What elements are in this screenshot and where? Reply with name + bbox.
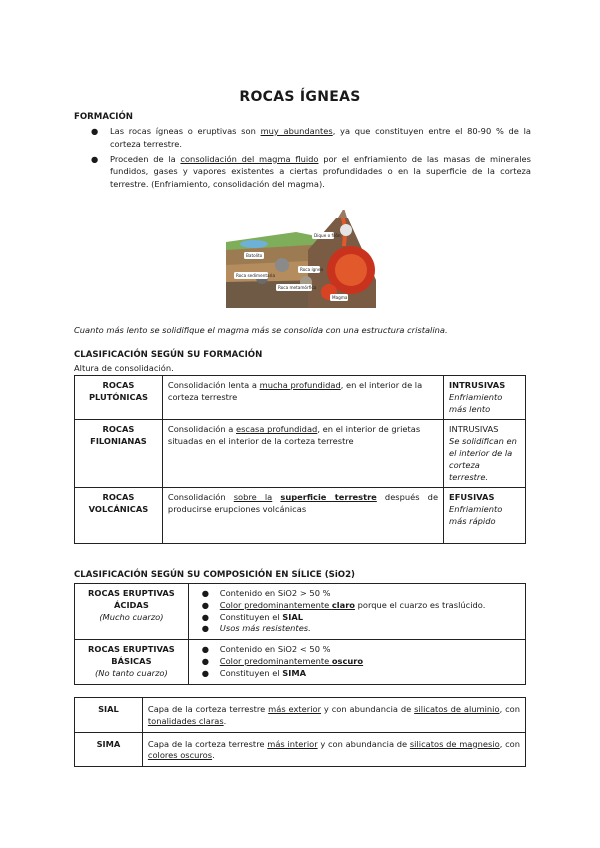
- label-roca-sedimentaria: Roca sedimentaria: [236, 273, 276, 278]
- table-cell: ROCAS PLUTÓNICAS: [75, 376, 163, 420]
- table-row: [75, 420, 526, 488]
- table-cell: ROCAS ERUPTIVAS ÁCIDAS (Mucho cuarzo): [75, 584, 189, 640]
- formation-table: [74, 375, 526, 544]
- table-cell: INTRUSIVAS Se solidifican en el interior de la corteza terrestre.: [444, 420, 526, 488]
- table-cell: [188, 584, 525, 640]
- list-item: ● Contenido en SiO2 > 50 %: [201, 588, 331, 598]
- table-cell: ROCAS VOLCÁNICAS: [75, 488, 163, 544]
- silice-heading: CLASIFICACIÓN SEGÚN SU COMPOSICIÓN EN SÍLICE (SiO2): [74, 570, 355, 580]
- table-cell: EFUSIVAS Enfriamiento más rápido: [444, 488, 526, 544]
- list-item: ● Las rocas ígneas o eruptivas son muy abundantes, ya que constituyen entre el 80-90 % de la corteza terrestre.: [91, 126, 532, 149]
- list-item: ● Constituyen el SIAL: [201, 611, 304, 622]
- table-cell: SIMA: [75, 732, 143, 767]
- list-item: ● Constituyen el SIMA: [201, 667, 307, 678]
- list-item: ● Contenido en SiO2 < 50 %: [201, 644, 331, 655]
- table-cell: ROCAS ERUPTIVAS BÁSICAS (No tanto cuarzo): [75, 640, 189, 684]
- list-item: ● Proceden de la consolidación del magma fluido por el enfriamiento de las masas de minerales fundidos, gases y vapores existentes a ciertas profundidades o en la superficie de la corteza terrestre. (Enfriamiento, consolidación del magma).: [91, 153, 531, 190]
- silice-table: [74, 583, 526, 685]
- table-cell: INTRUSIVAS Enfriamiento más lento: [444, 376, 526, 420]
- rock-cycle-illustration: [226, 210, 385, 308]
- bullet-icon: ●: [201, 588, 210, 598]
- table-row: [75, 732, 526, 767]
- bullet-icon: ●: [201, 655, 210, 666]
- table-cell: ROCAS FILONIANAS: [75, 420, 163, 488]
- table-row: [75, 488, 526, 544]
- table-row: [75, 584, 526, 640]
- formacion-list: [91, 125, 531, 193]
- table-cell: [188, 640, 525, 684]
- table-cell: SIAL: [75, 698, 143, 733]
- table-row: [75, 376, 526, 420]
- label-roca-ignea: Roca ígnea: [300, 267, 324, 272]
- bullet-icon: ●: [201, 667, 210, 678]
- list-item: ● Color predominantemente oscuro: [201, 655, 364, 666]
- bullet-icon: ●: [201, 623, 210, 634]
- caption: Cuanto más lento se solidifique el magma más se consolida con una estructura cristalina.: [74, 325, 448, 335]
- label-roca-metamorfica: Roca metamórfica: [278, 285, 317, 290]
- bullet-icon: ●: [201, 599, 210, 610]
- table-cell: Consolidación lenta a mucha profundidad, en el interior de la corteza terrestre: [162, 376, 443, 420]
- page-title: ROCAS ÍGNEAS: [239, 89, 361, 105]
- table-cell: Capa de la corteza terrestre más exterior y con abundancia de silicatos de aluminio, con tonalidades claras.: [142, 698, 525, 733]
- table-cell: Capa de la corteza terrestre más interior y con abundancia de silicatos de magnesio, con colores oscuros.: [142, 732, 525, 767]
- bullet-icon: ●: [201, 611, 210, 622]
- label-batolito: Batolito: [246, 253, 263, 258]
- formacion-heading: FORMACIÓN: [74, 112, 133, 122]
- list-item: ● Usos más resistentes.: [201, 623, 311, 634]
- bullet-icon: ●: [91, 126, 99, 136]
- layers-table: [74, 697, 526, 767]
- label-magma: Magma: [332, 295, 348, 300]
- table-cell: Consolidación sobre la superficie terrestre después de producirse erupciones volcánicas: [162, 488, 443, 544]
- formation-subtitle: Altura de consolidación.: [74, 363, 174, 373]
- table-row: [75, 640, 526, 684]
- label-dique: Dique o filón: [314, 233, 341, 238]
- bullet-icon: ●: [91, 153, 99, 164]
- bullet-icon: ●: [201, 644, 210, 655]
- table-cell: Consolidación a escasa profundidad, en el interior de grietas situadas en el interior de la corteza terrestre: [162, 420, 443, 488]
- formation-heading: CLASIFICACIÓN SEGÚN SU FORMACIÓN: [74, 350, 263, 360]
- list-item: ● Color predominantemente claro porque el cuarzo es traslúcido.: [201, 599, 486, 610]
- table-row: [75, 698, 526, 733]
